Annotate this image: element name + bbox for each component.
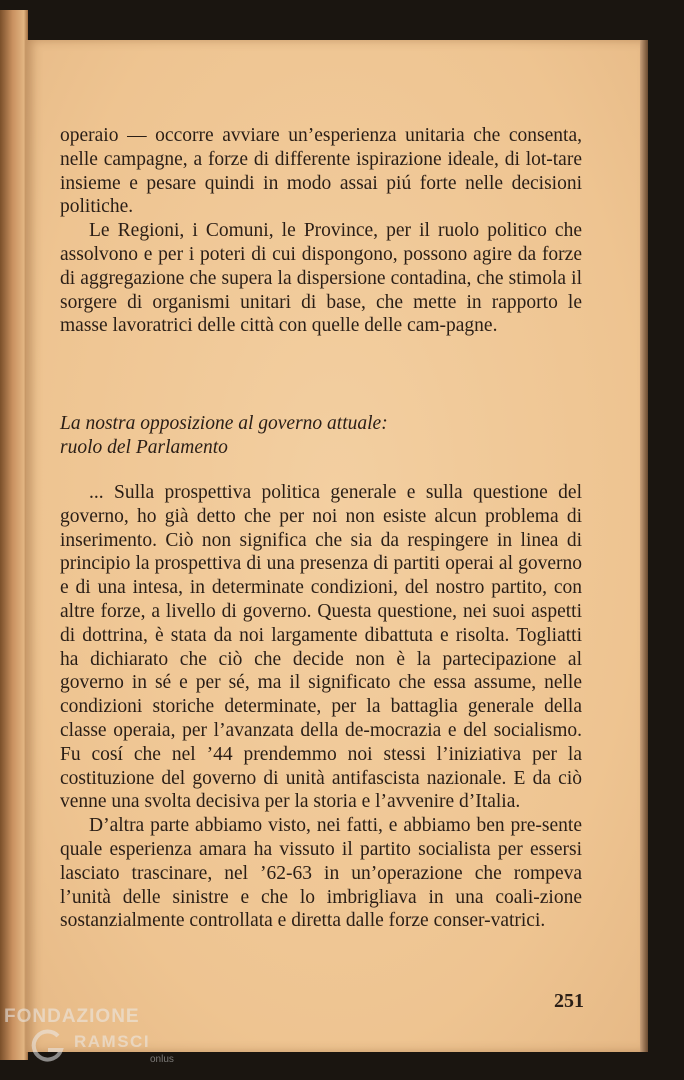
page-number: 251 <box>554 990 584 1012</box>
watermark-logo <box>4 1002 184 1076</box>
heading-line: ruolo del Parlamento <box>60 437 228 458</box>
g-logo-icon <box>28 1026 68 1066</box>
paragraph: ... Sulla prospettiva politica generale e sulla questione del governo, ho già detto che per noi non esiste alcun problema di inserimento. Ciò non significa che sia da respingere in linea di principio la prospettiva di una presenza di partiti operai al governo e di una intesa, in determinate condizioni, del nostro partito, con altre forze, a livello di governo. Questa questione, nei suoi aspetti di dottrina, è stata da noi largamente dibattuta e risolta. Togliatti ha dichiarato che ciò che decide non è la partecipazione al governo in sé e per sé, ma il significato che essa assume, nelle condizioni storiche determinate, per la battaglia generale della classe operaia, per l’avanzata della de-mocrazia e del socialismo. Fu cosí che nel ’44 prendemmo noi stessi l’iniziativa per la costituzione del governo di unità antifascista nazionale. E da ciò venne una svolta decisiva per la storia e l’avvenire d’Italia. <box>60 482 582 813</box>
watermark-text: FONDAZIONE <box>4 1006 140 1027</box>
adjacent-page-edge <box>0 10 28 1060</box>
paragraph: D’altra parte abbiamo visto, nei fatti, e abbiamo ben pre-sente quale esperienza amara ha vissuto il partito socialista per essersi lasciato trascinare, nel ’62-63 in un’operazione che rompeva l’unità delle sinistre e che lo imbrigliava in una coali-zione sostanzialmente controllata e diretta dalle forze conser-vatrici. <box>60 815 582 932</box>
heading-line: La nostra opposizione al governo attuale: <box>60 413 388 434</box>
body-text-top <box>60 124 582 338</box>
page-right-edge <box>640 40 648 1052</box>
paragraph: operaio — occorre avviare un’esperienza unitaria che consenta, nelle campagne, a forze di differente ispirazione ideale, di lot-tare insieme e pesare quindi in modo assai piú forte nelle decisioni politiche. <box>60 125 582 218</box>
paragraph: Le Regioni, i Comuni, le Province, per il ruolo politico che assolvono e per i poteri di cui dispongono, possono agire da forze di aggregazione che supera la dispersione contadina, che stimola il sorgere di organismi unitari di base, che mette in rapporto le masse lavoratrici delle città con quelle delle cam-pagne. <box>60 220 582 337</box>
watermark-text: RAMSCI <box>74 1032 151 1051</box>
watermark-suffix: onlus <box>150 1054 174 1065</box>
body-text-bottom <box>60 481 582 933</box>
section-heading <box>60 412 580 460</box>
